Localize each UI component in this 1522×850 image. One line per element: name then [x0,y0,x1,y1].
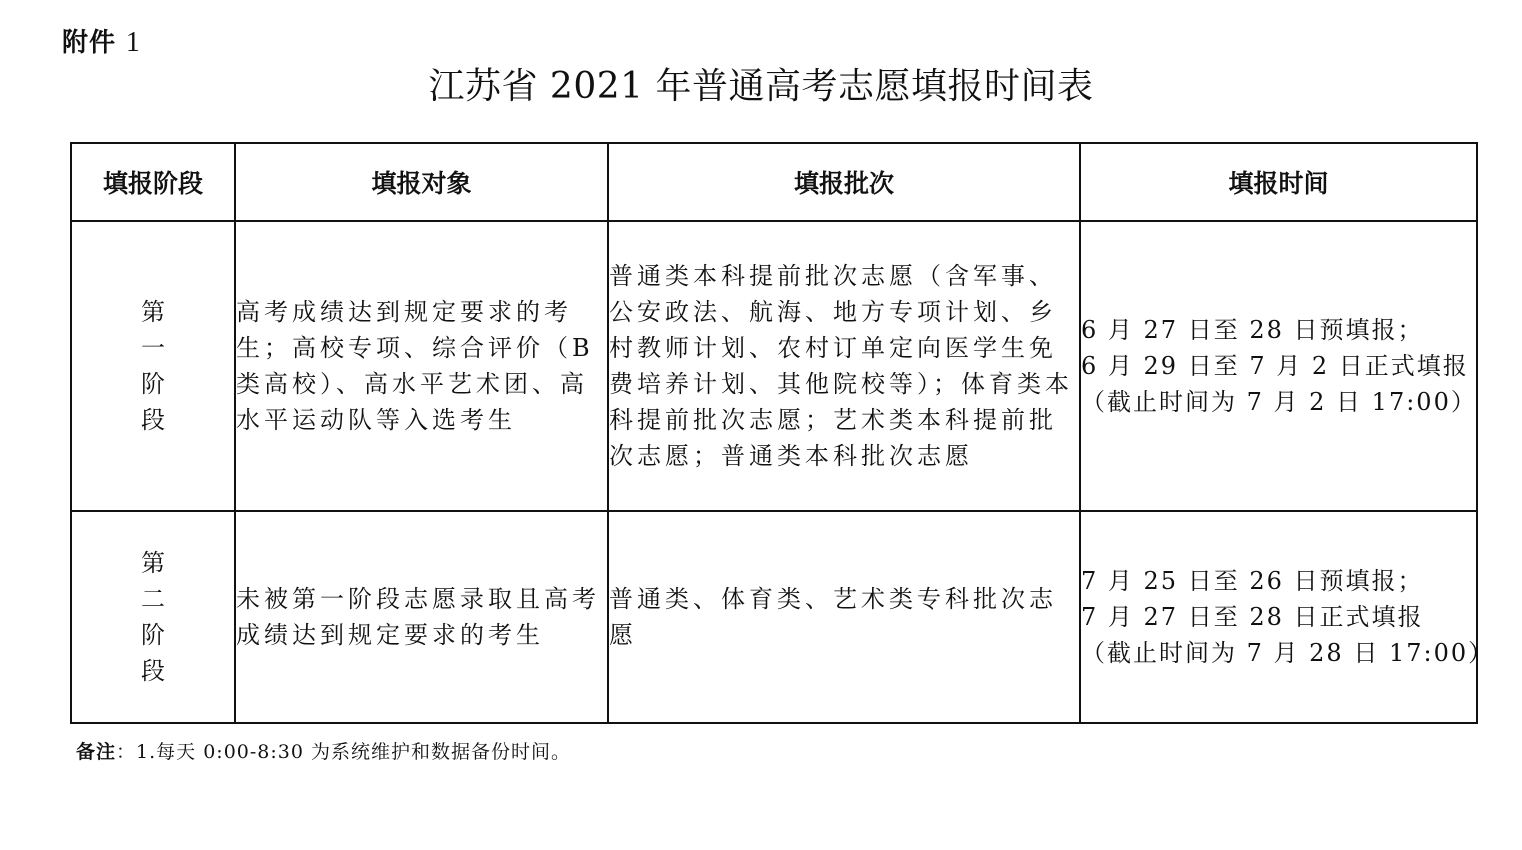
attachment-label [62,22,141,59]
table-row [71,221,1477,511]
footnote [76,737,571,764]
table-row [71,511,1477,723]
column-header-time: 填报时间 [1080,143,1477,221]
batch-cell: 普通类本科提前批次志愿（含军事、公安政法、航海、地方专项计划、乡村教师计划、农村订单定向医学生免费培养计划、其他院校等）；体育类本科提前批次志愿；艺术类本科提前批次志愿；普通类本科批次志愿 [608,221,1080,511]
target-cell: 未被第一阶段志愿录取且高考成绩达到规定要求的考生 [235,511,608,723]
batch-cell: 普通类、体育类、艺术类专科批次志愿 [608,511,1080,723]
stage-text: 第一阶段 [141,298,165,434]
attachment-label-text: 附件 [62,28,117,58]
column-header-target: 填报对象 [235,143,608,221]
column-header-batch: 填报批次 [608,143,1080,221]
time-line: 6 月 29 日至 7 月 2 日正式填报 [1081,352,1469,380]
time-cell [1080,221,1477,511]
stage-cell [71,511,235,723]
footnote-text: 1.每天 0:00-8:30 为系统维护和数据备份时间。 [136,741,571,763]
stage-cell [71,221,235,511]
time-line: （截止时间为 7 月 2 日 17:00） [1081,388,1477,416]
time-cell [1080,511,1495,723]
stage-text: 第二阶段 [141,549,165,685]
footnote-colon: ： [116,741,137,763]
footnote-label: 备注 [76,741,117,763]
target-cell: 高考成绩达到规定要求的考生；高校专项、综合评价（B类高校）、高水平艺术团、高水平运动队等入选考生 [235,221,608,511]
time-line: 7 月 27 日至 28 日正式填报 [1081,603,1424,631]
time-line: （截止时间为 7 月 28 日 17:00） [1081,639,1495,667]
time-line: 7 月 25 日至 26 日预填报； [1081,567,1424,595]
time-line: 6 月 27 日至 28 日预填报； [1081,316,1424,344]
column-header-stage: 填报阶段 [71,143,235,221]
attachment-number: 1 [125,27,141,58]
page-title: 江苏省 2021 年普通高考志愿填报时间表 [428,66,1094,107]
schedule-table [70,142,1495,724]
table-header-row [71,143,1477,221]
